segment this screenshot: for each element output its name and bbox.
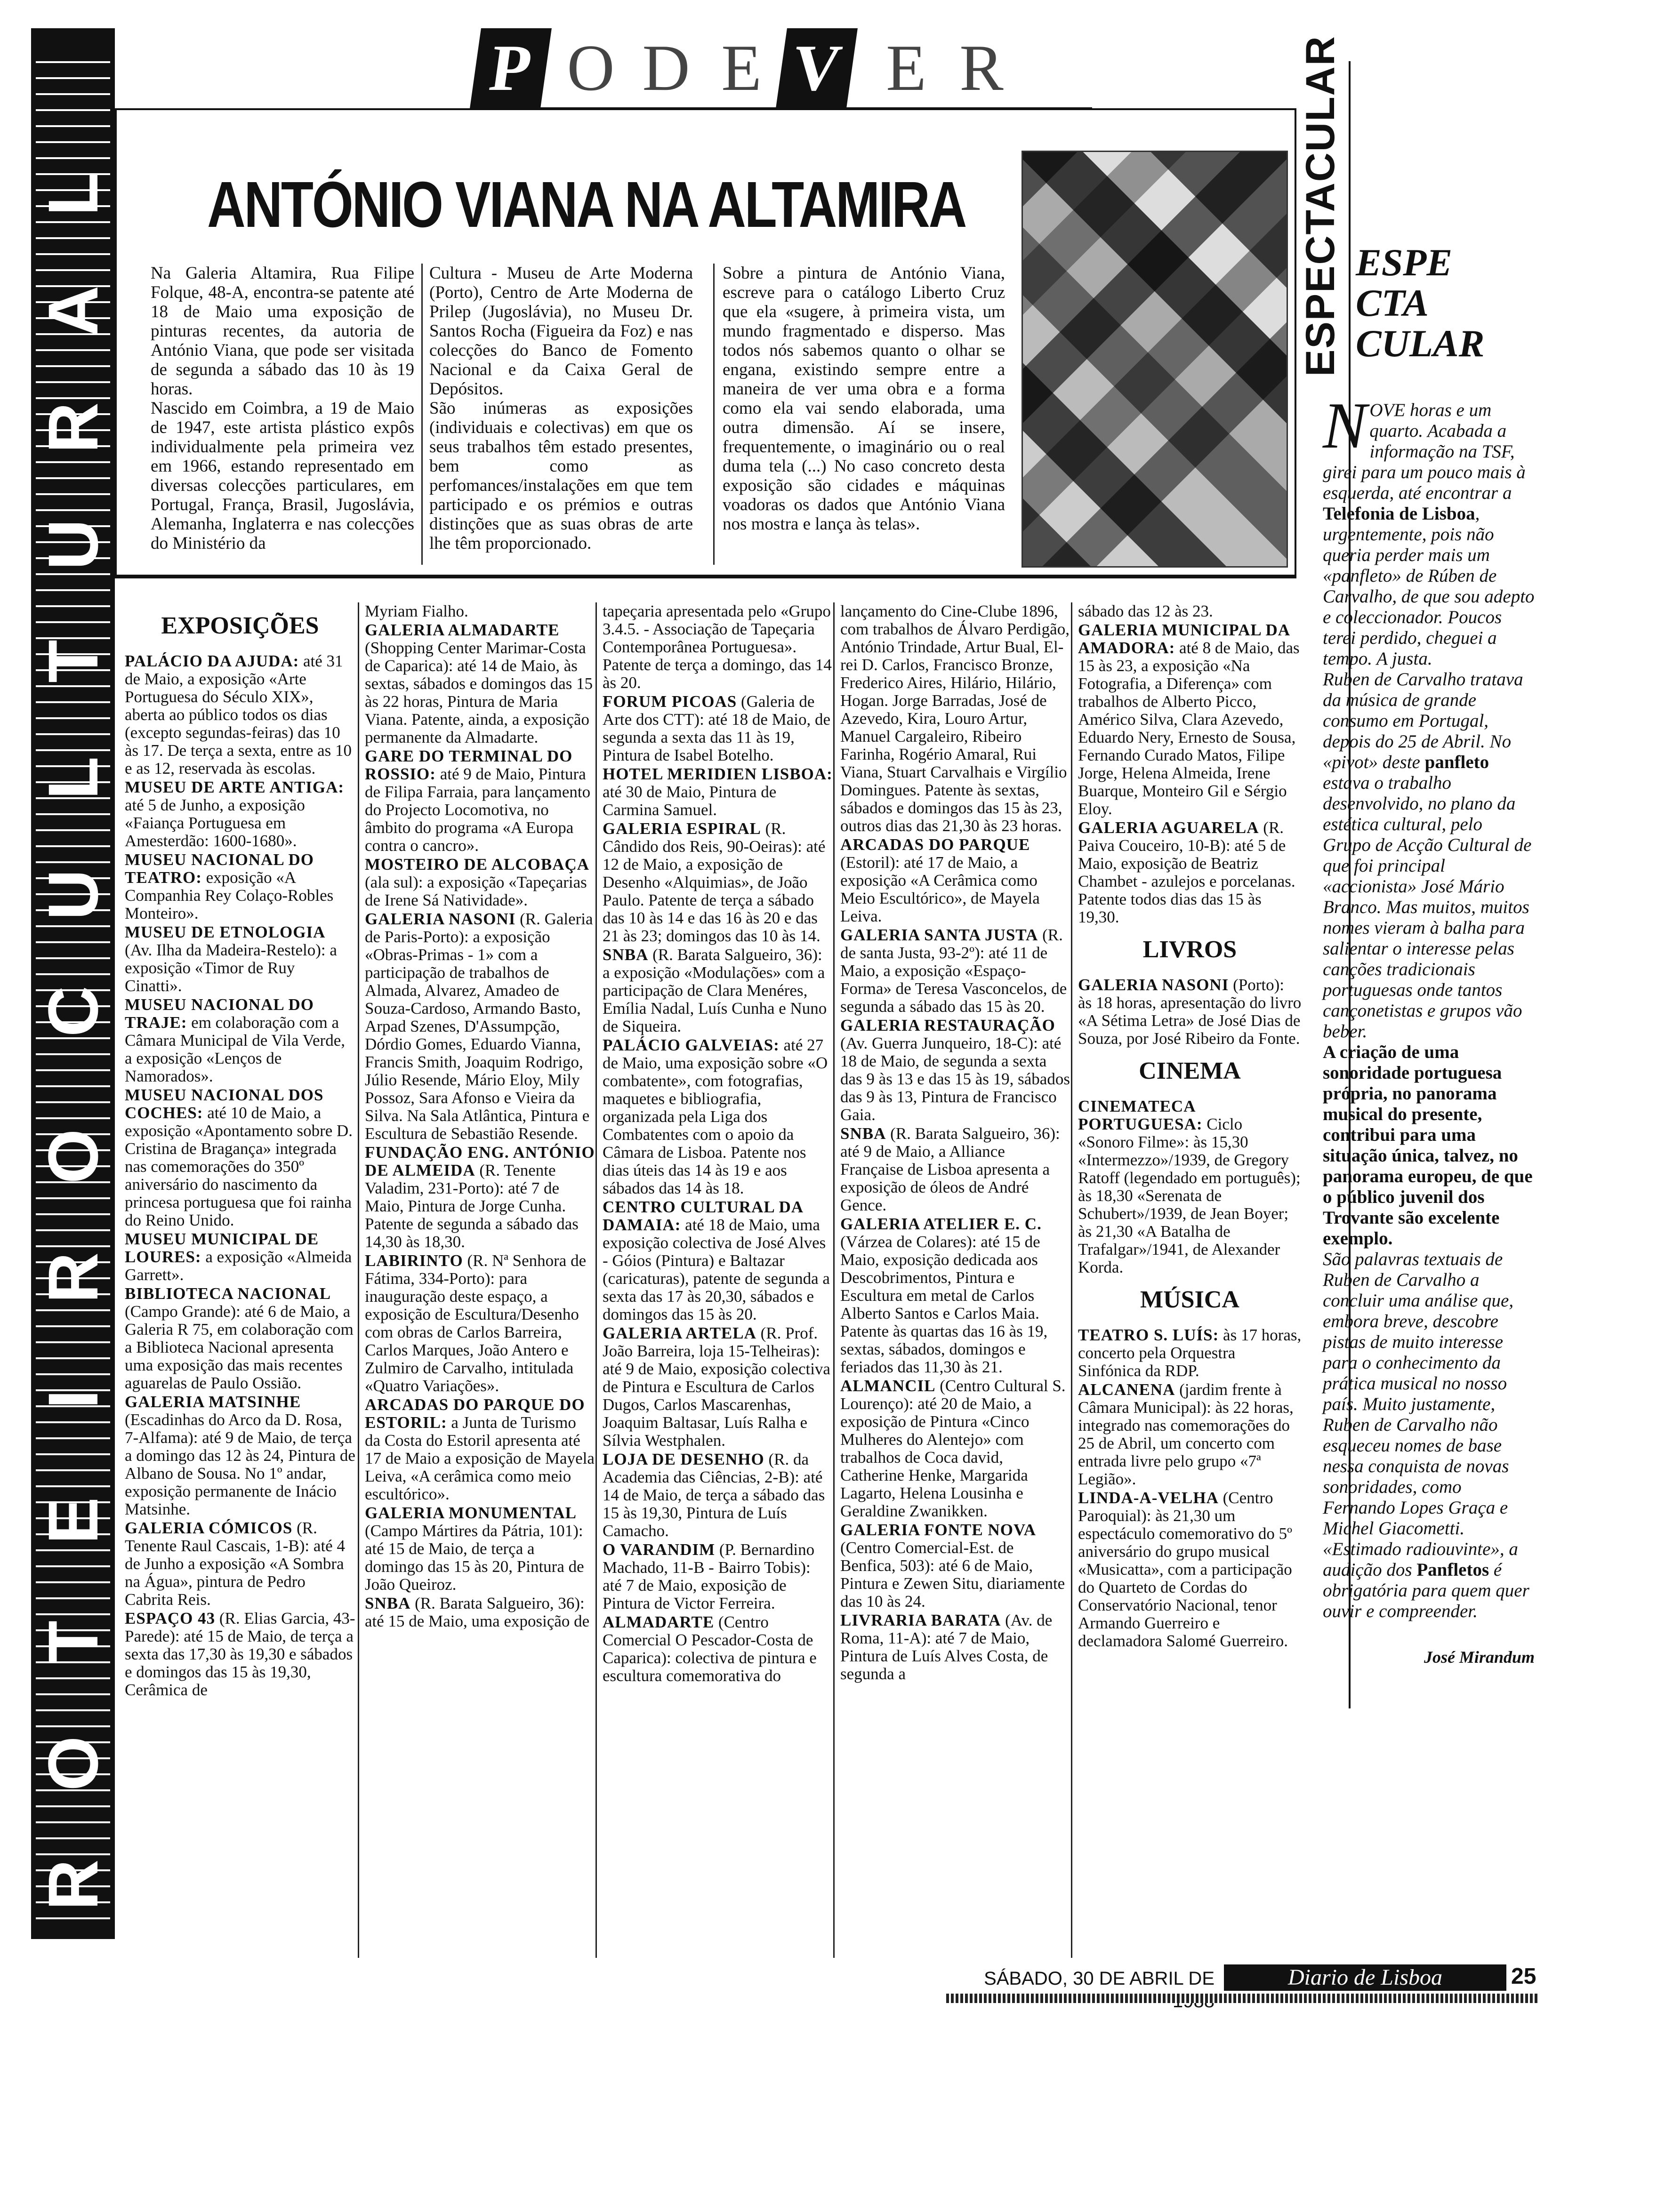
listing-entry: [125, 1086, 355, 1229]
listing-venue: FORUM PICOAS: [603, 692, 737, 711]
listing-details: em colaboração com a Câmara Municipal de Vila Verde, a exposição «Lenços de Namorados».: [125, 1013, 345, 1085]
article-divider: [713, 264, 715, 565]
listing-venue: BIBLIOTECA NACIONAL: [125, 1284, 331, 1303]
listing-venue: ARCADAS DO PARQUE: [840, 835, 1030, 854]
listing-entry: [1078, 621, 1302, 818]
article-col-1: Na Galeria Altamira, Rua Filipe Folque, 48-A, encontra-se patente até 18 de Maio uma exposição de pinturas recentes, da autoria de António Viana, que pode ser visitada de segunda a sábado das 10 às 19 horas. Nascido em Coimbra, a 19 de Maio de 1947, este artista plástico expôs individualmente pela primeira vez em 1966, estando representado em diversas colecções particulares, em Portugal, França, Brasil, Jugoslávia, Alemanha, Inglaterra e nas colecções do Ministério da: [151, 264, 414, 553]
side-text-part: estava o trabalho desenvolvido, no plano da estética cultural, pelo Grupo de Acção Cultural de que foi principal «accionista» José Mário Branco. Mas muitos, muitos nomes vieram à balha para salientar o interesse pelas canções tradicionais portuguesas onde tantos cançonetistas e grupos vão beber.: [1323, 773, 1532, 1042]
listing-venue: MUSEU NACIONAL DOS COCHES:: [125, 1086, 324, 1122]
listing-venue: SNBA: [603, 946, 649, 964]
listing-entry: [365, 1252, 595, 1395]
section-title: CINEMA: [1139, 1058, 1241, 1084]
roteiro-letter: R: [33, 1859, 113, 1911]
listings-col-2: [365, 602, 595, 1958]
listing-venue: MUSEU NACIONAL DO TEATRO:: [125, 850, 314, 887]
listing-entry: [365, 621, 595, 746]
column-rule: [595, 602, 597, 1958]
listing-entry: [125, 1230, 355, 1284]
listing-venue: LABIRINTO: [365, 1251, 463, 1270]
listing-details: (R. Galeria de Paris-Porto): a exposição «Obras-Primas - 1» com a participação de trabalhos de Almada, Alvarez, Amadeo de Souza-Cardoso, Armando Basto, Arpad Szenes, D'Assumpção, Dórdio Gomes, Eduardo Vianna, Francis Smith, Joaquim Rodrigo, Júlio Resende, Mário Eloy, Mily Possoz, Sara Afonso e Vieira da Silva. Na Sala Atlântica, Pintura e Escultura de Sebastião Resende.: [365, 910, 593, 1143]
roteiro-letter: U: [33, 519, 113, 570]
listing-venue: ARCADAS DO PARQUE DO ESTORIL:: [365, 1395, 585, 1432]
header-letter: R: [959, 32, 1004, 104]
listing-venue: GALERIA AGUARELA: [1078, 818, 1259, 837]
listing-entry: [603, 693, 833, 764]
listing-entry: [125, 1285, 355, 1392]
listing-venue: PALÁCIO GALVEIAS:: [603, 1036, 780, 1054]
section-title: MÚSICA: [1140, 1286, 1239, 1313]
listing-venue: ALCANENA: [1078, 1380, 1175, 1399]
listing-details: a exposição «Almeida Garrett».: [125, 1248, 352, 1284]
listing-details: (Centro Comercial-Est. de Benfica, 503): até 6 de Maio, Pintura e Zewen Situ, diariamente das 10 às 24.: [840, 1539, 1065, 1611]
roteiro-cultural-label: [31, 28, 115, 1939]
listing-venue: GALERIA MATSINHE: [125, 1393, 301, 1411]
column-rule: [833, 602, 835, 1958]
article-col-3: Sobre a pintura de António Viana, escreve para o catálogo Liberto Cruz que ela «sugere, à primeira vista, um mundo fragmentado e disperso. Mas todos nós sabemos quanto o olhar se engana, existindo sempre entre a maneira de ver uma obra e a forma como ela vai sendo elaborada, uma outra dimensão. Aí se insere, frequentemente, o imaginário ou o real duma tela (...) No caso concreto desta exposição são cidades e máquinas voadoras os dados que António Viana nos mostra e lança às telas».: [723, 264, 1005, 534]
listing-details: (Centro Paroquial): às 21,30 um espectáculo comemorativo do 5º aniversário do grupo musical «Musicatta», com a participação do Quarteto de Cordas do Conservatório Nacional, tenor Armando Guerreiro e declamadora Salomé Guerreiro.: [1078, 1489, 1292, 1650]
listing-venue: MUSEU NACIONAL DO TRAJE:: [125, 995, 314, 1032]
listing-venue: GALERIA FONTE NOVA: [840, 1521, 1037, 1539]
roteiro-letter: E: [33, 1497, 113, 1545]
listing-details: sábado das 12 às 23.: [1078, 602, 1213, 620]
footer-bar: [946, 1994, 1539, 2003]
roteiro-letter: A: [33, 285, 113, 337]
listing-details: tapeçaria apresentada pelo «Grupo 3.4.5. - Associação de Tapeçaria Contemporânea Portuguesa». Patente de terça a domingo, das 14 às 20.: [603, 602, 832, 692]
listing-venue: MOSTEIRO DE ALCOBAÇA: [365, 855, 590, 874]
side-title-line: ESPE: [1356, 241, 1453, 284]
listing-entry: [365, 1396, 595, 1503]
listing-entry: [125, 996, 355, 1085]
listing-entry: [840, 926, 1071, 1016]
roteiro-letter: C: [33, 986, 113, 1037]
listing-details: (Campo Mártires da Pátria, 101): até 15 de Maio, de terça a domingo das 15 às 20, Pintura de João Queiroz.: [365, 1522, 584, 1594]
listing-venue: GARE DO TERMINAL DO ROSSIO:: [365, 747, 573, 783]
listing-details: até 31 de Maio, a exposição «Arte Portuguesa do Século XIX», aberta ao público todos os dias (excepto segundas-feiras) das 10 às 17. De terça a sexta, entre as 10 e as 12, reservada às escolas.: [125, 652, 352, 777]
listing-entry: [1078, 819, 1302, 926]
listing-entry: [840, 602, 1071, 835]
espectacular-vertical-title: [1297, 35, 1349, 377]
listing-details: (R. Barata Salgueiro, 36): até 15 de Maio, uma exposição de: [365, 1594, 590, 1630]
listing-entry: [365, 856, 595, 909]
listing-venue: LIVRARIA BARATA: [840, 1611, 1001, 1629]
listing-details: (Centro Cultural S. Lourenço): até 20 de Maio, a exposição de Pintura «Cinco Mulheres do Alentejo» com trabalhos de Coca david, Catherine Henke, Margarida Lagarto, Helena Lousinha e Geraldine Zwanikken.: [840, 1377, 1066, 1520]
side-text-part: é obrigatória para quem quer ouvir e compreender.: [1323, 1560, 1529, 1621]
article-divider: [421, 264, 423, 565]
listing-details: (P. Bernardino Machado, 11-B - Bairro Tobis): até 7 de Maio, exposição de Pintura de Victor Ferreira.: [603, 1540, 815, 1612]
roteiro-letter: L: [33, 756, 113, 800]
listing-venue: HOTEL MERIDIEN LISBOA:: [603, 765, 833, 783]
listing-venue: GALERIA MUNICIPAL DA AMADORA:: [1078, 621, 1290, 657]
article-headline: ANTÓNIO VIANA NA ALTAMIRA: [207, 168, 966, 241]
listing-entry: [603, 820, 833, 945]
listing-venue: SNBA: [840, 1124, 886, 1143]
side-column-text: [1323, 389, 1535, 1699]
roteiro-letter: O: [33, 1129, 113, 1184]
listing-details: às 17 horas, concerto pela Orquestra Sinfónica da RDP.: [1078, 1326, 1302, 1380]
side-text-bold: Telefonia de Lisboa: [1323, 504, 1475, 524]
side-title: [1356, 242, 1553, 364]
listing-entry: [125, 652, 355, 777]
listing-venue: PALÁCIO DA AJUDA:: [125, 652, 299, 670]
listing-details: até 30 de Maio, Pintura de Carmina Samuel.: [603, 783, 777, 819]
listing-details: Myriam Fialho.: [365, 602, 468, 620]
side-title-line: CTA: [1356, 281, 1429, 324]
listing-venue: ESPAÇO 43: [125, 1609, 216, 1627]
listing-venue: GALERIA CÓMICOS: [125, 1519, 293, 1537]
listing-details: (Av. Ilha da Madeira-Restelo): a exposição «Timor de Ruy Cinatti».: [125, 941, 337, 995]
side-text-part: OVE horas e um quarto. Acabada a informação na TSF, girei para um pouco mais à esquerda, até encontrar a: [1323, 400, 1526, 503]
listing-entry: [125, 851, 355, 922]
listing-venue: SNBA: [365, 1594, 411, 1612]
roteiro-letter: I: [33, 1389, 113, 1409]
listing-details: até 8 de Maio, das 15 às 23, a exposição «Na Fotografia, a Diferença» com trabalhos de Alberto Picco, Américo Silva, Clara Azevedo, Eduardo Nery, Ernesto de Sousa, Fernando Curado Matos, Filipe Jorge, Helena Almeida, Irene Buarque, Monteiro Gil e Sérgio Eloy.: [1078, 639, 1300, 818]
listings-rule: [115, 577, 1296, 578]
roteiro-letter: U: [33, 869, 113, 921]
listing-entry: [125, 1610, 355, 1699]
listing-venue: GALERIA ATELIER E. C.: [840, 1215, 1042, 1233]
header-letter: O: [567, 32, 615, 104]
signature: José Mirandum: [1424, 1648, 1535, 1667]
listings-col-1: [125, 602, 355, 1958]
roteiro-cultural-band: [31, 28, 115, 1939]
listing-entry: [840, 1215, 1071, 1376]
listing-entry: [840, 1125, 1071, 1214]
listing-venue: LINDA-A-VELHA: [1078, 1489, 1219, 1507]
column-rule: [358, 602, 359, 1958]
listing-details: (R. de santa Justa, 93-2º): até 11 de Maio, a exposição «Espaço-Forma» de Teresa Vasconcelos, de segunda a sábado das 15 às 20.: [840, 926, 1067, 1016]
listing-details: (R. Barata Salgueiro, 36): até 9 de Maio, a Alliance Française de Lisboa apresenta a exposição de óleos de André Gence.: [840, 1124, 1060, 1214]
listing-venue: FUNDAÇÃO ENG. ANTÓNIO DE ALMEIDA: [365, 1143, 595, 1179]
listing-details: (Escadinhas do Arco da D. Rosa, 7-Alfama): até 9 de Maio, de terça a domingo das 12 às 24, Pintura de Albano de Sousa. No 1º andar, exposição permanente de Inácio Matsinhe.: [125, 1411, 355, 1518]
listing-venue: MUSEU DE ARTE ANTIGA:: [125, 778, 345, 796]
listing-details: (R. Cândido dos Reis, 90-Oeiras): até 12 de Maio, a exposição de Desenho «Alquimias», de João Paulo. Patente de terça a sábado das 10 às 14 e das 16 às 20 e das 21 às 23; domingos das 10 às 14.: [603, 819, 826, 945]
listing-details: (R. Tenente Valadim, 231-Porto): até 7 de Maio, Pintura de Jorge Cunha. Patente de segunda a sábado das 14,30 às 18,30.: [365, 1161, 579, 1251]
masthead: Diario de Lisboa: [1224, 1964, 1506, 1991]
roteiro-letter: O: [33, 1736, 113, 1791]
listings-col-5: [1078, 602, 1302, 1958]
listing-details: (Av. de Roma, 11-A): até 7 de Maio, Pintura de Luís Alves Costa, de segunda a: [840, 1611, 1053, 1683]
listing-details: até 5 de Junho, a exposição «Faiança Portuguesa em Amesterdão: 1600-1680».: [125, 796, 305, 850]
listing-details: (R. Barata Salgueiro, 36): a exposição «Modulações» com a participação de Clara Menéres, Emília Nadal, Luís Cunha e Nuno de Siqueira.: [603, 946, 827, 1035]
listing-entry: [125, 1393, 355, 1518]
listing-entry: [603, 1036, 833, 1197]
listing-venue: GALERIA NASONI: [1078, 976, 1229, 994]
listing-details: até 10 de Maio, a exposição «Apontamento sobre D. Cristina de Bragança» integrada nas comemorações do 350º aniversário do nascimento da princesa portuguesa que foi rainha do Reino Unido.: [125, 1104, 353, 1229]
article-col-2: Cultura - Museu de Arte Moderna (Porto), Centro de Arte Moderna de Prilep (Jugoslávia), no Museu Dr. Santos Rocha (Figueira da Foz) e nas colecções do Banco de Fomento Nacional e da Caixa Geral de Depósitos. São inúmeras as exposições (individuais e colectivas) em que os seus trabalhos têm estado presentes, bem como as perfomances/instalações em que tem participado e os prémios e outras distinções que as suas obras de arte lhe têm proporcionado.: [429, 264, 693, 553]
listing-entry: [603, 1541, 833, 1612]
listing-entry: [840, 1017, 1071, 1124]
listing-venue: CINEMATECA PORTUGUESA:: [1078, 1097, 1203, 1133]
listing-details: exposição «A Companhia Rey Colaço-Robles Monteiro».: [125, 868, 334, 922]
listing-venue: CENTRO CULTURAL DA DAMAIA:: [603, 1198, 803, 1234]
listing-entry: [840, 1611, 1071, 1683]
listing-details: (R. Nª Senhora de Fátima, 334-Porto): para inauguração deste espaço, a exposição de Escultura/Desenho com obras de Carlos Barreira, Carlos Marques, João Antero e Zulmiro de Carvalho, intitulada «Quatro Variações».: [365, 1251, 587, 1395]
listing-venue: GALERIA ARTELA: [603, 1324, 756, 1342]
listing-entry: [365, 1504, 595, 1594]
listing-details: (R. Tenente Raul Cascais, 1-B): até 4 de Junho a exposição «A Sombra na Água», pintura de Pedro Cabrita Reis.: [125, 1519, 345, 1609]
listing-details: (Centro Comercial O Pescador-Costa de Caparica): colectiva de pintura e escultura comemorativa do: [603, 1613, 817, 1685]
listing-details: (R. Paiva Couceiro, 10-B): até 5 de Maio, exposição de Beatriz Chambet - azulejos e porcelanas. Patente todos dias das 15 às 19,30.: [1078, 818, 1295, 926]
listing-entry: [365, 910, 595, 1143]
listing-entry: [1078, 602, 1302, 620]
dropcap: N: [1323, 389, 1367, 462]
footer-date: SÁBADO, 30 DE ABRIL DE: [984, 1968, 1215, 1989]
listing-details: (Av. Guerra Junqueiro, 18-C): até 18 de Maio, de segunda a sexta das 9 às 13 e das 15 às 19, sábados das 9 às 13, Pintura de Francisco Gaia.: [840, 1034, 1070, 1124]
listing-venue: GALERIA SANTA JUSTA: [840, 926, 1038, 944]
column-rule: [1071, 602, 1072, 1958]
listing-details: (Galeria de Arte dos CTT): até 18 de Maio, de segunda a sexta das 11 às 19, Pintura de Isabel Botelho.: [603, 692, 831, 764]
page-footer: [946, 1963, 1535, 2005]
listing-details: (R. Elias Garcia, 43-Parede): até 15 de Maio, de terça a sexta das 17,30 às 19,30 e sábados e domingos das 15 às 19,30, Cerâmica de: [125, 1609, 355, 1699]
listing-details: (R. da Academia das Ciências, 2-B): até 14 de Maio, de terça a sábado das 15 às 19,30, Pintura de Luís Camacho.: [603, 1450, 825, 1540]
listing-entry: [840, 1521, 1071, 1611]
listing-venue: GALERIA RESTAURAÇÃO: [840, 1016, 1055, 1034]
listing-venue: GALERIA ALMADARTE: [365, 621, 560, 639]
section-title: EXPOSIÇÕES: [161, 612, 319, 639]
listing-venue: GALERIA ESPIRAL: [603, 819, 761, 838]
side-text-part: São palavras textuais de Ruben de Carvalho a concluir uma análise que, embora breve, descobre pistas de muito interesse para o conhecimento da prática musical no nosso país. Muito justamente, Ruben de Carvalho não esqueceu nomes de base nessa conquista de novas sonoridades, como Fernando Lopes Graça e Michel Giacometti. «Estimado radiouvinte», a audição dos: [1323, 1249, 1518, 1580]
side-title-line: CULAR: [1356, 322, 1485, 365]
section-title: LIVROS: [1142, 936, 1237, 963]
listing-details: lançamento do Cine-Clube 1896, com trabalhos de Álvaro Perdigão, António Trindade, Artur Bual, El-rei D. Carlos, Francisco Bronze, Frederico Aires, Hilário, Hilário, Hogan. Jorge Barradas, José de Azevedo, Kira, Louro Artur, Manuel Cargaleiro, Ribeiro Farinha, Rogério Amaral, Rui Viana, Stuart Carvalhais e Virgílio Domingues. Patente às sextas, sábados e domingos das 15 às 23, outros dias das 21,30 às 23 horas.: [840, 602, 1070, 835]
painting-image: [1022, 151, 1288, 568]
listing-entry: [1078, 1098, 1302, 1276]
listing-details: (Estoril): até 17 de Maio, a exposição «A Cerâmica como Meio Escultórico», de Mayela Leiva.: [840, 853, 1040, 925]
header-letter: E: [721, 32, 762, 104]
listing-entry: [125, 923, 355, 995]
listing-details: Ciclo «Sonoro Filme»: às 15,30 «Intermezzo»/1939, de Gregory Ratoff (legendado em português); às 18,30 «Serenata de Schubert»/1939, de Jean Boyer; às 21,30 «A Batalha de Trafalgar»/1941, de Alexander Korda.: [1078, 1115, 1301, 1276]
listing-entry: [365, 1144, 595, 1251]
listing-entry: [603, 765, 833, 819]
listing-venue: MUSEU DE ETNOLOGIA: [125, 923, 326, 941]
listing-details: a Junta de Turismo da Costa do Estoril apresenta até 17 de Maio a exposição de Mayela Leiva, «A cerâmica como meio escultórico».: [365, 1413, 595, 1503]
listing-entry: [365, 602, 595, 620]
listing-entry: [125, 778, 355, 850]
header-letter: E: [886, 32, 926, 104]
listing-venue: GALERIA MONUMENTAL: [365, 1504, 577, 1522]
listing-entry: [1078, 1489, 1302, 1650]
listing-entry: [125, 1519, 355, 1609]
side-text-bold: Panfletos: [1416, 1560, 1489, 1580]
listing-details: (Várzea de Colares): até 15 de Maio, exposição dedicada aos Descobrimentos, Pintura e Escultura em metal de Carlos Alberto Santos e Carlos Maia. Patente às quartas das 16 às 19, sextas, sábados, domingos e feriados das 11,30 às 21.: [840, 1233, 1048, 1376]
listing-details: até 27 de Maio, uma exposição sobre «O combatente», com fotografias, maquetes e bibliografia, organizada pela Liga dos Combatentes com o apoio da Câmara de Lisboa. Patente nos dias úteis das 14 às 19 e aos sábados das 14 às 18.: [603, 1036, 828, 1197]
listing-entry: [603, 1324, 833, 1450]
listing-details: até 18 de Maio, uma exposição colectiva de José Alves - Góios (Pintura) e Baltazar (caricaturas), patente de segunda a sexta das 17 às 20,30, sábados e domingos das 15 às 20.: [603, 1216, 830, 1323]
listings-col-3: [603, 602, 833, 1958]
page-number: 25: [1511, 1964, 1536, 1989]
listing-entry: [840, 1377, 1071, 1520]
listing-venue: TEATRO S. LUÍS:: [1078, 1326, 1219, 1344]
listing-venue: ALMANCIL: [840, 1377, 936, 1395]
listing-details: (ala sul): a exposição «Tapeçarias de Irene Sá Natividade».: [365, 873, 587, 909]
listing-entry: [603, 1451, 833, 1540]
header-letter: D: [642, 32, 690, 104]
listing-entry: [1078, 1326, 1302, 1380]
listing-entry: [1078, 976, 1302, 1048]
listings-col-4: [840, 602, 1071, 1958]
roteiro-letter: R: [33, 402, 113, 454]
espectacular-vertical-text: ESPECTACULAR: [1298, 35, 1343, 377]
listing-entry: [1078, 1381, 1302, 1488]
side-text-part: , urgentemente, pois não queria perder mais um «panfleto» de Rúben de Carvalho, de que sou adepto e coleccionador. Poucos terei perdido, cheguei a tempo. A justa. Ruben de Carvalho tratava da música de grande consumo em Portugal, depois do 25 de Abril. No «pivot» deste: [1323, 504, 1535, 772]
listing-venue: GALERIA NASONI: [365, 910, 516, 928]
listing-details: (Porto): às 18 horas, apresentação do livro «A Sétima Letra» de José Dias de Souza, por José Ribeiro da Fonte.: [1078, 976, 1302, 1048]
section-header: [475, 28, 1087, 108]
listing-details: (jardim frente à Câmara Municipal): às 22 horas, integrado nas comemorações do 25 de Abril, um concerto com entrada livre pelo grupo «7ª Legião».: [1078, 1380, 1294, 1488]
listing-venue: LOJA DE DESENHO: [603, 1450, 764, 1468]
listing-details: (Shopping Center Marimar-Costa de Caparica): até 14 de Maio, às sextas, sábados e domingos das 15 às 22 horas, Pintura de Maria Viana. Patente, ainda, a exposição permanente da Almadarte.: [365, 639, 593, 746]
header-letter: V: [776, 28, 858, 108]
side-text-bold: A criação de uma sonoridade portuguesa própria, no panorama musical do presente, contribui para uma situação única, talvez, no panorama europeu, de que o público juvenil dos Trovante são excelente exemplo.: [1323, 1042, 1533, 1249]
listing-details: (Campo Grande): até 6 de Maio, a Galeria R 75, em colaboração com a Biblioteca Nacional apresenta uma exposição das mais recentes aguarelas de Paulo Ossião.: [125, 1302, 354, 1392]
listing-entry: [365, 747, 595, 855]
roteiro-letter: T: [33, 1620, 113, 1664]
listing-entry: [365, 1595, 595, 1630]
listing-venue: O VARANDIM: [603, 1540, 716, 1559]
side-text-bold: panfleto: [1424, 752, 1489, 772]
listing-entry: [603, 1198, 833, 1323]
listing-entry: [840, 836, 1071, 925]
listing-entry: [603, 946, 833, 1035]
listing-details: (R. Prof. João Barreira, loja 15-Telheiras): até 9 de Maio, exposição colectiva de Pintura e Escultura de Carlos Dugos, Carlos Mascarenhas, Joaquim Baltasar, Luís Ralha e Sílvia Westphalen.: [603, 1324, 830, 1450]
header-letter: P: [470, 28, 552, 108]
listing-venue: ALMADARTE: [603, 1613, 715, 1631]
roteiro-letter: R: [33, 1252, 113, 1304]
listing-entry: [603, 602, 833, 692]
listing-venue: MUSEU MUNICIPAL DE LOURES:: [125, 1230, 319, 1266]
listing-details: até 9 de Maio, Pintura de Filipa Farraia, para lançamento do Projecto Locomotiva, no âmbito do programa «A Europa contra o cancro».: [365, 765, 591, 855]
roteiro-letter: T: [33, 640, 113, 683]
roteiro-letter: L: [33, 173, 113, 216]
listing-entry: [603, 1613, 833, 1685]
